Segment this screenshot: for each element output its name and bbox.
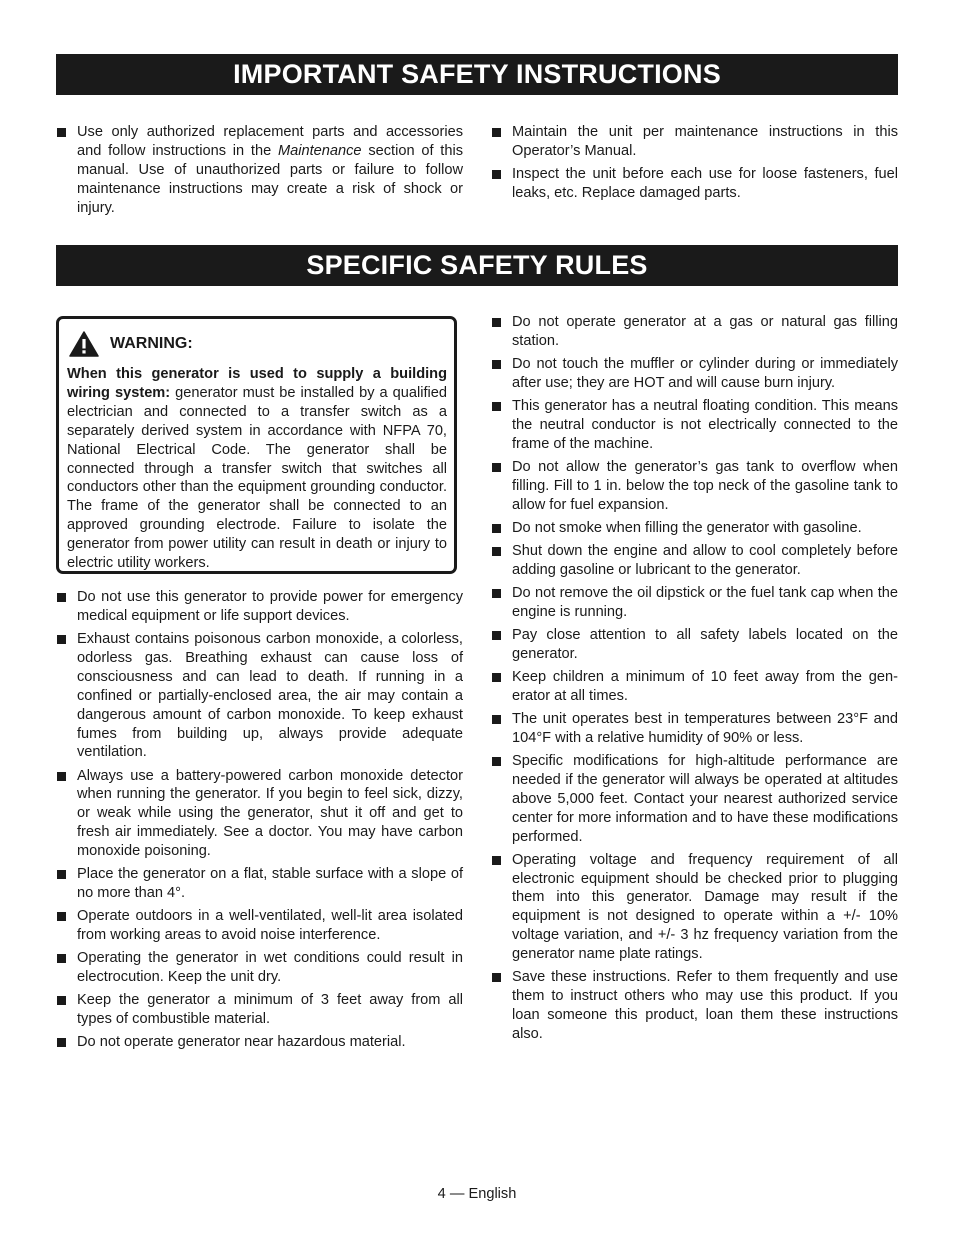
bullet-text: Exhaust contains poisonous carbon monoxide, a colorless, odorless gas. Breathing exhaust can cause loss of consciousness and can lead to death. If running in a confined or partially-enclosed area, the air may contain a dangerous amount of carbon monoxide. To keep exhaust fumes from building up, always provide adequate ventilation. — [77, 631, 463, 761]
important-safety-header: IMPORTANT SAFETY INSTRUCTIONS — [56, 54, 898, 95]
bullet-square-icon — [492, 631, 501, 640]
bullet-text: section of this manual. Use of unauthorized parts or failure to follow maintenance instructions may create a risk of shock or injury. — [77, 142, 463, 216]
bullet-square-icon — [57, 954, 66, 963]
bullet-square-icon — [492, 463, 501, 472]
warning-lead: When this generator is used to supply a building wiring system: — [67, 366, 447, 401]
list-item — [56, 767, 463, 862]
bullet-square-icon — [57, 772, 66, 781]
bullet-text: Do not operate generator at a gas or natural gas filling station. — [512, 314, 898, 349]
bullet-square-icon — [492, 715, 501, 724]
list-item — [491, 355, 898, 393]
list-item — [491, 313, 898, 351]
bullet-square-icon — [492, 973, 501, 982]
list-item — [491, 668, 898, 706]
bullet-text: Shut down the engine and allow to cool completely before adding gasoline or lubricant to the generator. — [512, 542, 898, 578]
bullet-text: Do not smoke when filling the generator with gasoline. — [512, 519, 862, 536]
bullet-text: Maintain the unit per maintenance instructions in this Operator’s Manual. — [512, 124, 898, 159]
list-item — [56, 907, 463, 945]
important-right-column — [491, 123, 898, 207]
bullet-square-icon — [492, 673, 501, 682]
list-item — [491, 968, 898, 1044]
bullet-text: Pay close attention to all safety labels located on the generator. — [512, 626, 898, 662]
warning-text — [67, 365, 447, 573]
specific-left-list — [56, 588, 463, 1052]
bullet-text: Operate outdoors in a well-ventilated, well-lit area isolated from working areas to avoid noise interference. — [77, 908, 463, 944]
bullet-square-icon — [492, 402, 501, 411]
list-item — [491, 542, 898, 580]
maintenance-section-reference: Maintenance — [277, 142, 362, 159]
bullet-square-icon — [492, 757, 501, 766]
specific-right-column — [491, 313, 898, 1048]
important-left-list — [56, 123, 463, 218]
bullet-text: Do not allow the generator’s gas tank to overflow when filling. Fill to 1 in. below the top neck of the gasoline tank to allow for fuel expansion. — [512, 458, 898, 513]
list-item — [491, 397, 898, 454]
list-item — [56, 123, 463, 218]
warning-triangle-icon — [69, 331, 99, 357]
list-item — [491, 710, 898, 748]
warning-box — [56, 316, 457, 574]
bullet-text: This generator has a neutral floating condition. This means the neutral conductor is not electrically connected to the frame of the machine. — [512, 398, 898, 452]
bullet-text: Do not use this generator to provide power for emergency medical equipment or life support devices. — [77, 589, 463, 624]
bullet-text: Place the generator on a flat, stable surface with a slope of no more than 4°. — [77, 866, 463, 902]
bullet-square-icon — [492, 170, 501, 179]
bullet-square-icon — [492, 856, 501, 865]
bullet-square-icon — [57, 635, 66, 644]
bullet-square-icon — [57, 912, 66, 921]
bullet-text: Save these instructions. Refer to them frequently and use them to instruct others who may use this product. If you loan someone this product, loan them these instructions also. — [512, 969, 898, 1042]
bullet-square-icon — [57, 1038, 66, 1047]
bullet-text: The unit operates best in temperatures between 23°F and 104°F with a relative humidity of 90% or less. — [512, 710, 898, 746]
list-item — [56, 949, 463, 987]
list-item — [56, 630, 463, 762]
warning-heading — [69, 331, 193, 357]
bullet-text: Use only authorized replacement parts and accessories and follow instructions in the — [77, 124, 463, 159]
list-item — [56, 865, 463, 903]
bullet-square-icon — [492, 360, 501, 369]
bullet-square-icon — [492, 128, 501, 137]
bullet-text: Specific modifications for high-altitude performance are needed if the generator will always be operated at altitudes above 5,000 feet. Contact your nearest authorized service center for more information and to have these modifications performed. — [512, 752, 898, 845]
bullet-text: Do not touch the muffler or cylinder during or immediately after use; they are HOT and will cause burn injury. — [512, 356, 898, 391]
list-item — [56, 1033, 463, 1052]
bullet-square-icon — [57, 870, 66, 879]
list-item — [491, 165, 898, 203]
bullet-square-icon — [492, 589, 501, 598]
important-left-column — [56, 123, 463, 222]
bullet-square-icon — [492, 524, 501, 533]
bullet-text: Keep children a minimum of 10 feet away from the generator at all times. — [512, 668, 898, 704]
specific-safety-header: SPECIFIC SAFETY RULES — [56, 245, 898, 286]
bullet-square-icon — [57, 593, 66, 602]
bullet-text: Do not remove the oil dipstick or the fuel tank cap when the engine is running. — [512, 584, 898, 620]
list-item — [491, 458, 898, 515]
bullet-square-icon — [492, 318, 501, 327]
bullet-text: Do not operate generator near hazardous material. — [77, 1034, 406, 1051]
list-item — [491, 626, 898, 664]
bullet-square-icon — [57, 128, 66, 137]
list-item — [491, 123, 898, 161]
important-right-list — [491, 123, 898, 203]
bullet-text: Operating voltage and frequency requirement of all electronic equipment should be checked prior to plugging them into this generator. Damage may result if the equipment is not designed to operate within a +/- 10% voltage variation, and +/- 3 hz frequency variation from the generator name plate ratings. — [512, 851, 898, 963]
bullet-text: Operating the generator in wet conditions could result in electrocution. Keep the unit dry. — [77, 950, 463, 986]
specific-right-list — [491, 313, 898, 1044]
list-item — [491, 519, 898, 538]
list-item — [491, 851, 898, 964]
warning-body: generator must be installed by a qualified electrician and connected to a transfer switch as a separately derived system in accordance with NFPA 70, National Electrical Code. The generator shall be connected through a transfer switch that switches all conductors other than the equipment grounding conductor. The frame of the generator shall be connected to an approved grounding electrode. Failure to isolate the generator from power utility can result in death or injury to electric utility workers. — [67, 384, 448, 572]
list-item — [491, 752, 898, 847]
bullet-square-icon — [57, 996, 66, 1005]
bullet-text: Always use a battery-powered carbon monoxide detector when running the generator. If you begin to feel sick, dizzy, or weak while using the generator, shut it off and get to fresh air immediately. See a doctor. You may have carbon monoxide poisoning. — [77, 767, 463, 860]
bullet-text: Inspect the unit before each use for loose fasteners, fuel leaks, etc. Replace damaged parts. — [512, 166, 898, 201]
bullet-text: Keep the generator a minimum of 3 feet away from all types of combustible material. — [77, 992, 463, 1028]
list-item — [56, 588, 463, 626]
warning-title: WARNING: — [110, 335, 193, 352]
page-footer: 4 — English — [437, 1186, 517, 1202]
list-item — [56, 991, 463, 1029]
specific-left-column — [56, 588, 463, 1056]
bullet-square-icon — [492, 547, 501, 556]
list-item — [491, 584, 898, 622]
